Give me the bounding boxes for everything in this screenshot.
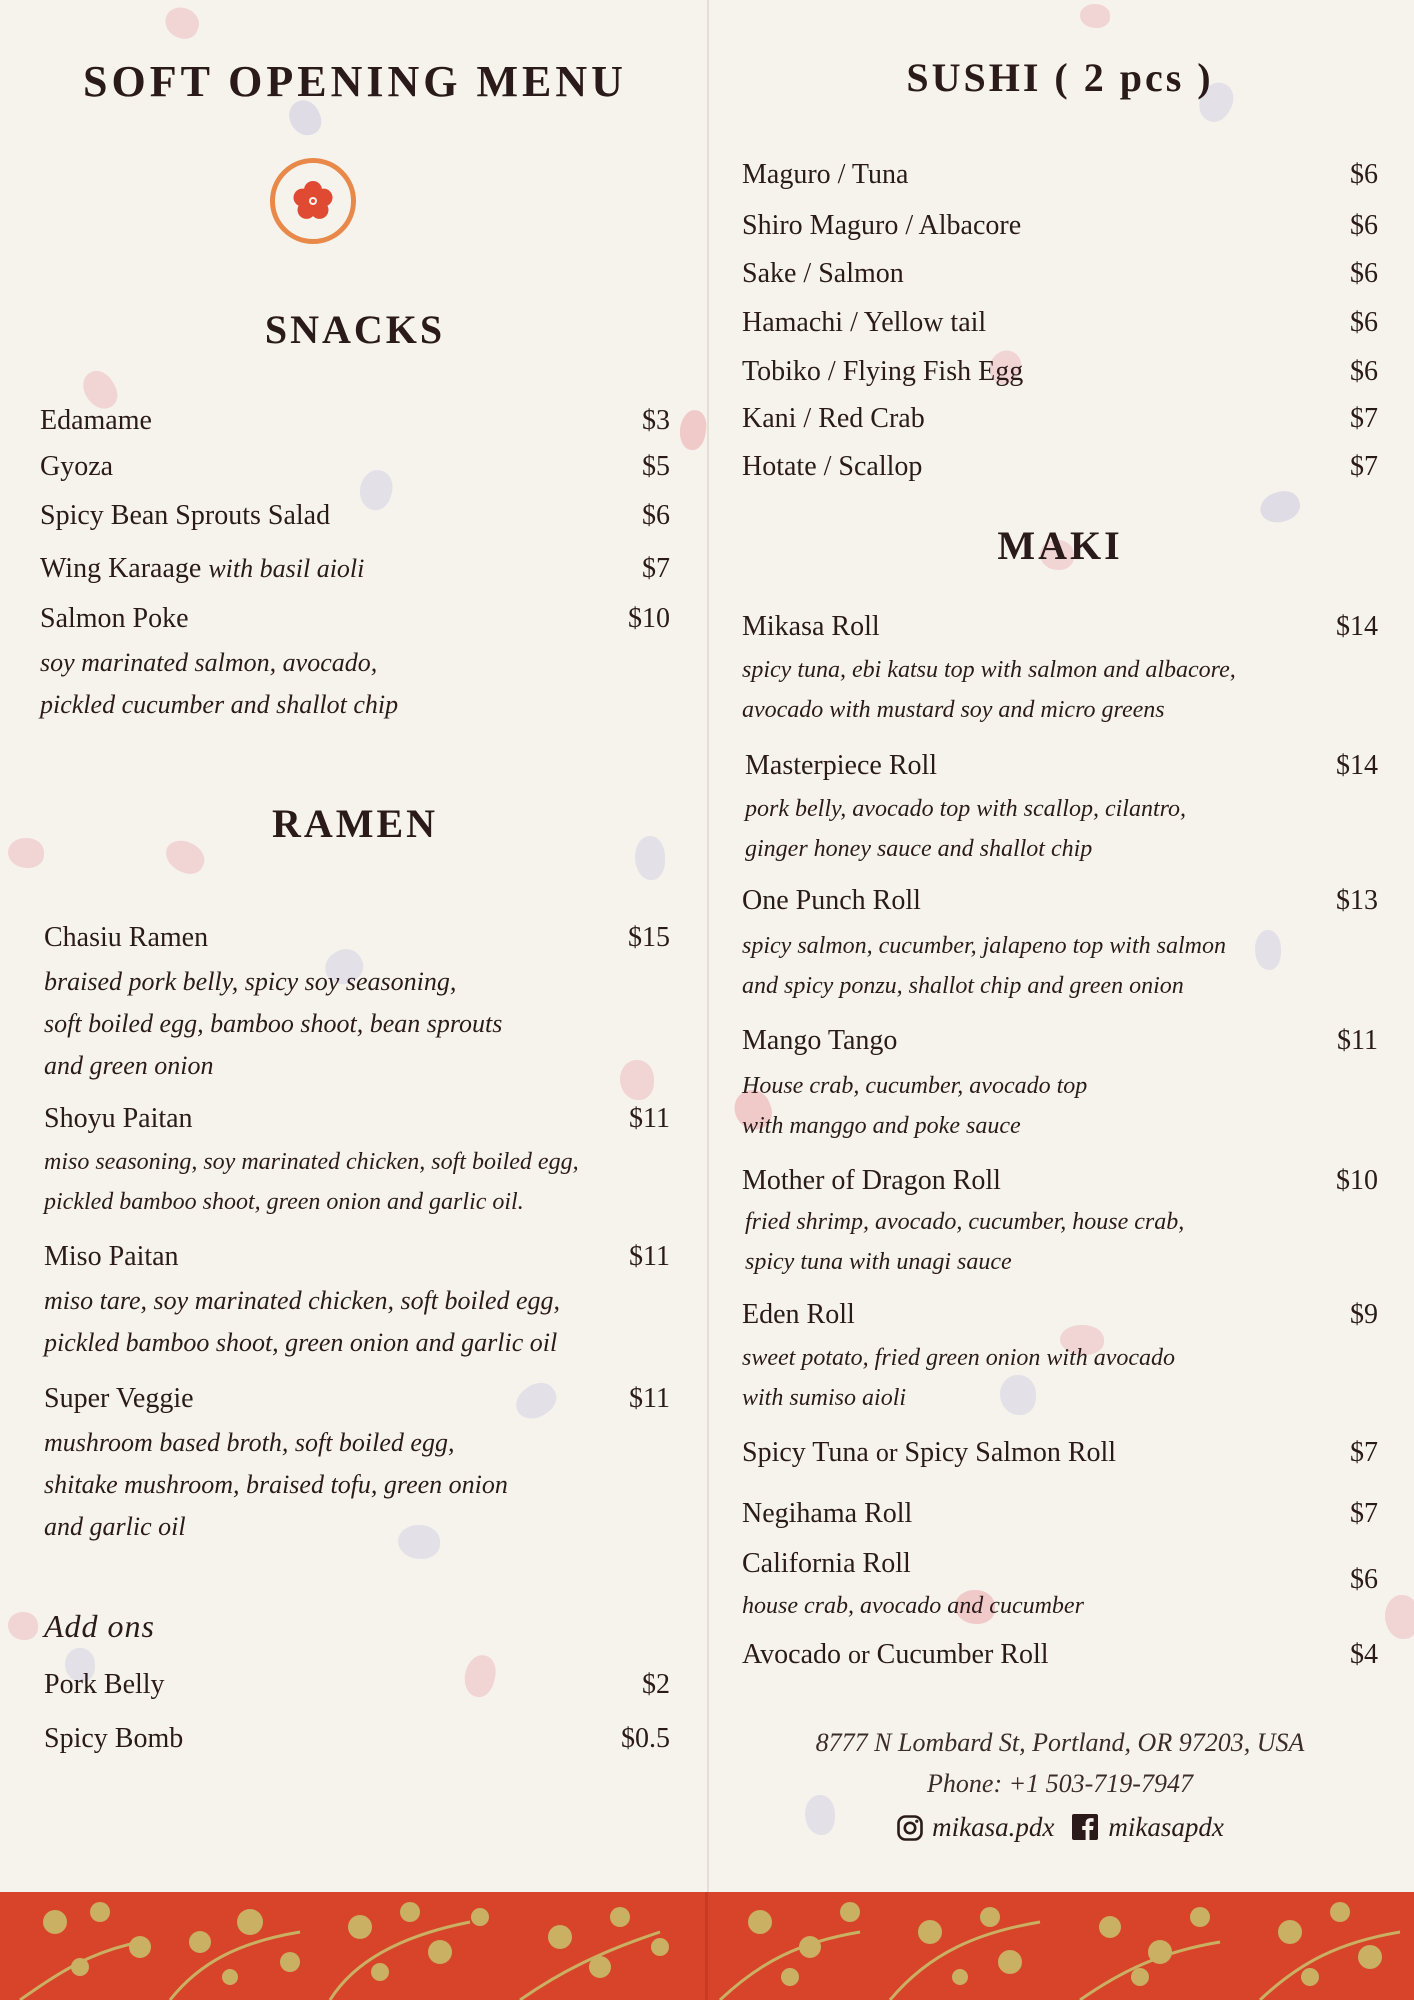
- item-description: mushroom based broth, soft boiled egg, shitake mushroom, braised tofu, green onion and garlic oil: [44, 1428, 508, 1541]
- item-name: Edamame: [40, 405, 152, 436]
- plum-blossom-icon: [270, 158, 356, 244]
- item-price: $6: [1350, 258, 1378, 289]
- item-name: Maguro / Tuna: [742, 159, 909, 190]
- menu-item-masterpiece-roll: [745, 749, 1378, 783]
- snacks-title: SNACKS: [264, 307, 446, 352]
- item-description: house crab, avocado and cucumber: [742, 1593, 1084, 1619]
- item-price: $10: [628, 603, 670, 634]
- item-price: $6: [642, 500, 670, 531]
- item-description: House crab, cucumber, avocado top with manggo and poke sauce: [742, 1073, 1088, 1139]
- menu-item-edamame: [40, 404, 670, 438]
- item-name: Super Veggie: [44, 1383, 194, 1414]
- item-description: spicy tuna, ebi katsu top with salmon and albacore, avocado with mustard soy and micro greens: [742, 657, 1236, 723]
- item-description: spicy salmon, cucumber, jalapeno top with salmon and spicy ponzu, shallot chip and green onion: [742, 933, 1226, 999]
- menu-item-gyoza: [40, 450, 670, 484]
- menu-item-california-roll: [742, 1547, 1378, 1595]
- menu-item-pork-belly: [44, 1668, 670, 1702]
- item-name: Wing Karaage: [40, 553, 202, 584]
- menu-item-spicy-tuna-or-salmon-roll: [742, 1436, 1378, 1470]
- item-name: Negihama Roll: [742, 1498, 913, 1529]
- item-price: $11: [629, 1383, 670, 1414]
- instagram-link[interactable]: [896, 1812, 1054, 1843]
- menu-item-shiro-maguro: [742, 209, 1378, 243]
- menu-item-avocado-or-cucumber-roll: [742, 1638, 1378, 1672]
- item-description: pork belly, avocado top with scallop, cilantro, ginger honey sauce and shallot chip: [745, 796, 1187, 862]
- ramen-title: RAMEN: [271, 801, 439, 846]
- menu-item-spicy-bomb: [44, 1722, 670, 1756]
- item-price: $6: [1350, 1564, 1378, 1595]
- item-price: $4: [1350, 1639, 1378, 1670]
- menu-item-salmon-poke: [40, 602, 670, 636]
- item-name: Shiro Maguro / Albacore: [742, 210, 1022, 241]
- item-name: Spicy Bomb: [44, 1723, 184, 1754]
- menu-item-one-punch-roll: [742, 884, 1378, 918]
- facebook-icon: [1072, 1814, 1100, 1842]
- facebook-handle: mikasapdx: [1108, 1812, 1224, 1842]
- item-price: $14: [1336, 750, 1378, 781]
- menu-item-hotate: [742, 450, 1378, 484]
- item-or: or: [875, 1438, 898, 1467]
- item-description: miso seasoning, soy marinated chicken, soft boiled egg, pickled bamboo shoot, green onion and garlic oil.: [44, 1149, 579, 1215]
- column-divider: [707, 0, 709, 1892]
- item-name: Mother of Dragon Roll: [742, 1165, 1001, 1196]
- item-note: with basil aioli: [208, 554, 365, 583]
- item-name: Shoyu Paitan: [44, 1103, 193, 1134]
- menu-item-shoyu-paitan: [44, 1102, 670, 1136]
- item-price: $2: [642, 1669, 670, 1700]
- social-links: [742, 1812, 1378, 1843]
- item-name-b: Cucumber Roll: [876, 1639, 1049, 1670]
- item-name: Chasiu Ramen: [44, 922, 209, 953]
- address-text: 8777 N Lombard St, Portland, OR 97203, USA: [815, 1728, 1305, 1757]
- item-name-a: Avocado: [742, 1639, 841, 1670]
- instagram-icon: [896, 1814, 924, 1842]
- item-description: braised pork belly, spicy soy seasoning, soft boiled egg, bamboo shoot, bean sprouts and green onion: [44, 967, 503, 1080]
- item-price: $6: [1350, 307, 1378, 338]
- item-name: Pork Belly: [44, 1669, 165, 1700]
- menu-item-tobiko: [742, 355, 1378, 389]
- item-price: $7: [642, 553, 670, 584]
- menu-item-sake: [742, 257, 1378, 291]
- menu-item-negihama-roll: [742, 1497, 1378, 1531]
- item-name: Mikasa Roll: [742, 611, 880, 642]
- item-name: Hamachi / Yellow tail: [742, 307, 987, 338]
- item-price: $11: [1337, 1025, 1378, 1056]
- item-price: $6: [1350, 210, 1378, 241]
- item-name: One Punch Roll: [742, 885, 921, 916]
- item-price: $9: [1350, 1299, 1378, 1330]
- item-name: California Roll: [742, 1548, 911, 1579]
- maki-title: MAKI: [997, 523, 1123, 568]
- item-name: Miso Paitan: [44, 1241, 179, 1272]
- item-description: miso tare, soy marinated chicken, soft boiled egg, pickled bamboo shoot, green onion and garlic oil: [44, 1286, 561, 1357]
- phone-text: Phone: +1 503-719-7947: [927, 1769, 1193, 1798]
- item-price: $5: [642, 451, 670, 482]
- menu-item-chasiu-ramen: [44, 921, 670, 955]
- item-price: $7: [1350, 1498, 1378, 1529]
- item-name-b: Spicy Salmon Roll: [904, 1437, 1117, 1468]
- item-price: $15: [628, 922, 670, 953]
- sushi-title: SUSHI ( 2 pcs ): [906, 55, 1214, 100]
- menu-item-miso-paitan: [44, 1240, 670, 1274]
- menu-item-wing-karaage: [40, 552, 670, 586]
- menu-item-kani: [742, 402, 1378, 436]
- page-title: SOFT OPENING MENU: [83, 57, 627, 106]
- item-price: $6: [1350, 356, 1378, 387]
- item-price: $7: [1350, 1437, 1378, 1468]
- menu-item-mikasa-roll: [742, 610, 1378, 644]
- item-name: Gyoza: [40, 451, 114, 482]
- item-or: or: [848, 1640, 870, 1669]
- item-price: $14: [1336, 611, 1378, 642]
- item-name: Tobiko / Flying Fish Egg: [742, 356, 1024, 387]
- item-name: Salmon Poke: [40, 603, 189, 634]
- menu-item-mother-of-dragon-roll: [742, 1164, 1378, 1198]
- item-description: soy marinated salmon, avocado, pickled cucumber and shallot chip: [40, 648, 399, 719]
- cherry-blossom-branch-icon: [0, 1892, 1414, 2000]
- item-name-a: Spicy Tuna: [742, 1437, 869, 1468]
- item-name: Eden Roll: [742, 1299, 855, 1330]
- item-price: $3: [642, 405, 670, 436]
- item-price: $6: [1350, 159, 1378, 190]
- item-description: sweet potato, fried green onion with avocado with sumiso aioli: [742, 1345, 1176, 1411]
- facebook-link[interactable]: [1072, 1812, 1223, 1843]
- item-name: Mango Tango: [742, 1025, 898, 1056]
- menu-item-bean-sprouts-salad: [40, 499, 670, 533]
- addons-title: Add ons: [44, 1608, 155, 1644]
- item-price: $13: [1336, 885, 1378, 916]
- item-price: $7: [1350, 451, 1378, 482]
- menu-item-eden-roll: [742, 1298, 1378, 1332]
- menu-item-mango-tango: [742, 1024, 1378, 1058]
- menu-item-super-veggie: [44, 1382, 670, 1416]
- menu-item-maguro: [742, 158, 1378, 192]
- item-name: Kani / Red Crab: [742, 403, 925, 434]
- item-price: $7: [1350, 403, 1378, 434]
- item-price: $10: [1336, 1165, 1378, 1196]
- item-price: $11: [629, 1241, 670, 1272]
- instagram-handle: mikasa.pdx: [932, 1812, 1055, 1842]
- item-price: $0.5: [621, 1723, 670, 1754]
- item-name: Spicy Bean Sprouts Salad: [40, 500, 331, 531]
- item-price: $11: [629, 1103, 670, 1134]
- menu-item-hamachi: [742, 306, 1378, 340]
- item-name: Sake / Salmon: [742, 258, 904, 289]
- item-name: Masterpiece Roll: [745, 750, 938, 781]
- item-description: fried shrimp, avocado, cucumber, house crab, spicy tuna with unagi sauce: [745, 1209, 1185, 1275]
- item-name: Hotate / Scallop: [742, 451, 923, 482]
